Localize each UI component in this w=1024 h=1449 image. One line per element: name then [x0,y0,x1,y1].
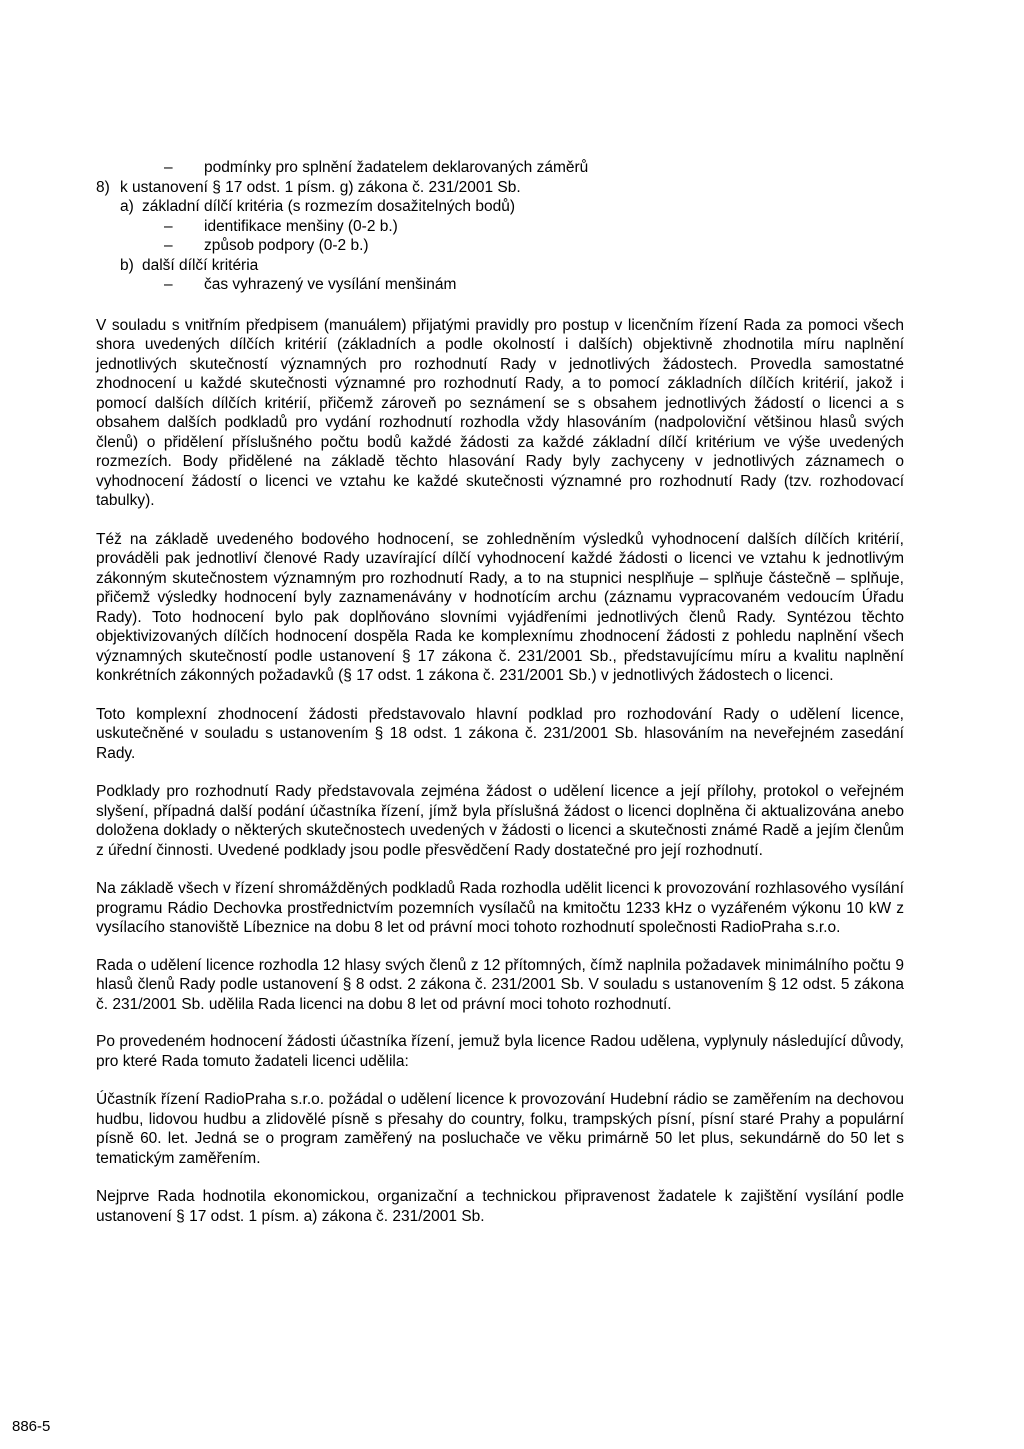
document-body [96,158,904,1226]
list-item-text: identifikace menšiny (0-2 b.) [204,217,398,235]
paragraph-decision-basis: Podklady pro rozhodnutí Rady představovala zejména žádost o udělení licence a její přílohy, protokol o veřejném slyšení, případná další podání účastníka řízení, jímž byla příslušná žádost o licenci doplněna či aktualizována anebo doložena doklady o některých skutečnostech uvedených v žádosti o licenci a skutečnosti známé Radě a jejím členům z úřední činnosti. Uvedené podklady jsou podle přesvědčení Rady dostatečné pro její rozhodnutí. [96,783,904,859]
page-number: 886-5 [12,1418,51,1435]
dash-bullet: – [164,276,173,293]
dash-bullet: – [164,237,173,254]
paragraph-reasons-intro: Po provedeném hodnocení žádosti účastníka řízení, jemuž byla licence Radou udělena, vyplynuly následující důvody, pro které Rada tomuto žadateli licenci udělila: [96,1033,904,1070]
sub-item-text: základní dílčí kritéria (s rozmezím dosažitelných bodů) [142,198,516,215]
list-item [96,236,904,256]
sub-item-letter: a) [120,198,134,215]
dash-bullet: – [164,159,173,176]
list-item-text: podmínky pro splnění žadatelem deklarovaných záměrů [204,159,589,176]
sub-item [96,197,904,217]
paragraph-vote: Rada o udělení licence rozhodla 12 hlasy svých členů z 12 přítomných, čímž naplnila požadavek minimálního počtu 9 hlasů členů Rady podle ustanovení § 8 odst. 2 zákona č. 231/2001 Sb. V souladu s ustanovením § 12 odst. 5 zákona č. 231/2001 Sb. udělila Rada licenci na dobu 8 let od právní moci tohoto rozhodnutí. [96,956,904,1013]
paragraph-applicant-program: Účastník řízení RadioPraha s.r.o. požádal o udělení licence k provozování Hudební rádio se zaměřením na dechovou hudbu, lidovou hudbu a zlidovělé písně s přesahy do country, folku, trampských písní, písní staré Prahy a populární písně 60. let. Jedná se o program zaměřený na posluchače ve věku primárně 50 let plus, sekundárně do 50 let s tematickým zaměřením. [96,1091,904,1167]
list-item-text: čas vyhrazený ve vysílání menšinám [204,276,457,293]
paragraph-member-assessment: Též na základě uvedeného bodového hodnocení, se zohledněním výsledků vyhodnocení dalších dílčích kritérií, prováděli pak jednotliví členové Rady uzavírající dílčí vyhodnocení každé žádosti o licenci ve vztahu k jednotlivým zákonným skutečnostem významným pro rozhodnutí Rady, a to na stupnici nesplňuje – splňuje částečně – splňuje, přičemž výsledky hodnocení byly zaznamenávány v hodnotícím archu (záznamu vypracovaném vedoucím Úřadu Rady). Toto hodnocení bylo pak doplňováno slovními vyjádřeními jednotlivých členů Rady. Syntézou těchto objektivizovaných dílčích hodnocení dospěla Rada ke komplexnímu zhodnocení žádosti z pohledu naplnění všech významných skutečností podle ustanovení § 17 zákona č. 231/2001 Sb., představujícímu míru a kvalitu naplnění konkrétních zákonných požadavků (§ 17 odst. 1 zákona č. 231/2001 Sb.) v jednotlivých žádostech o licenci. [96,530,904,684]
paragraph-complex-evaluation: Toto komplexní zhodnocení žádosti představovalo hlavní podklad pro rozhodování Rady o udělení licence, uskutečněné v souladu s ustanovením § 18 odst. 1 zákona č. 231/2001 Sb. hlasováním na neveřejném zasedání Rady. [96,705,904,762]
sub-item-text: další dílčí kritéria [142,256,259,274]
list-item [96,158,904,178]
numbered-item [96,178,904,198]
list-item-text: způsob podpory (0-2 b.) [204,237,369,254]
item-number: 8) [96,178,110,196]
paragraph-readiness: Nejprve Rada hodnotila ekonomickou, organizační a technickou připravenost žadatele k zajištění vysílání podle ustanovení § 17 odst. 1 písm. a) zákona č. 231/2001 Sb. [96,1188,904,1225]
sub-item [96,256,904,276]
paragraph-evaluation-method: V souladu s vnitřním předpisem (manuálem) přijatými pravidly pro postup v licenčním řízení Rada za pomoci všech shora uvedených dílčích kritérií (základních a podle okolností i dalších) objektivně zhodnotila míru naplnění jednotlivých skutečností významných pro rozhodnutí Rady v jednotlivých žádostech. Provedla samostatné zhodnocení u každé skutečnosti významné pro rozhodnutí Rady, a to pomocí základních dílčích kritérií, jakož i pomocí dalších dílčích kritérií, přičemž zároveň po seznámení se s obsahem jednotlivých žádostí o licenci a s obsahem dalších podkladů pro vydání rozhodnutí rozhodla vždy hlasováním (nadpoloviční většinou hlasů svých členů) o přidělení příslušného počtu bodů každé žádosti za každé základní dílčí kritérium ve výše uvedených rozmezích. Body přidělené na základě těchto hlasování Rady byly zachyceny v jednotlivých záznamech o vyhodnocení žádostí o licenci ve vztahu ke každé skutečnosti významné pro rozhodnutí Rady (tzv. rozhodovací tabulky). [96,316,904,509]
list-item [96,217,904,237]
paragraph-license-decision: Na základě všech v řízení shromážděných podkladů Rada rozhodla udělit licenci k provozování rozhlasového vysílání programu Rádio Dechovka prostřednictvím pozemních vysílačů na kmitočtu 1233 kHz o vyzářeném výkonu 10 kW z vysílacího stanoviště Líbeznice na dobu 8 let od právní moci tohoto rozhodnutí společnosti RadioPraha s.r.o. [96,880,904,936]
sub-item-letter: b) [120,256,134,274]
dash-bullet: – [164,217,173,235]
item-text: k ustanovení § 17 odst. 1 písm. g) zákona č. 231/2001 Sb. [120,178,521,196]
list-item [96,275,904,295]
